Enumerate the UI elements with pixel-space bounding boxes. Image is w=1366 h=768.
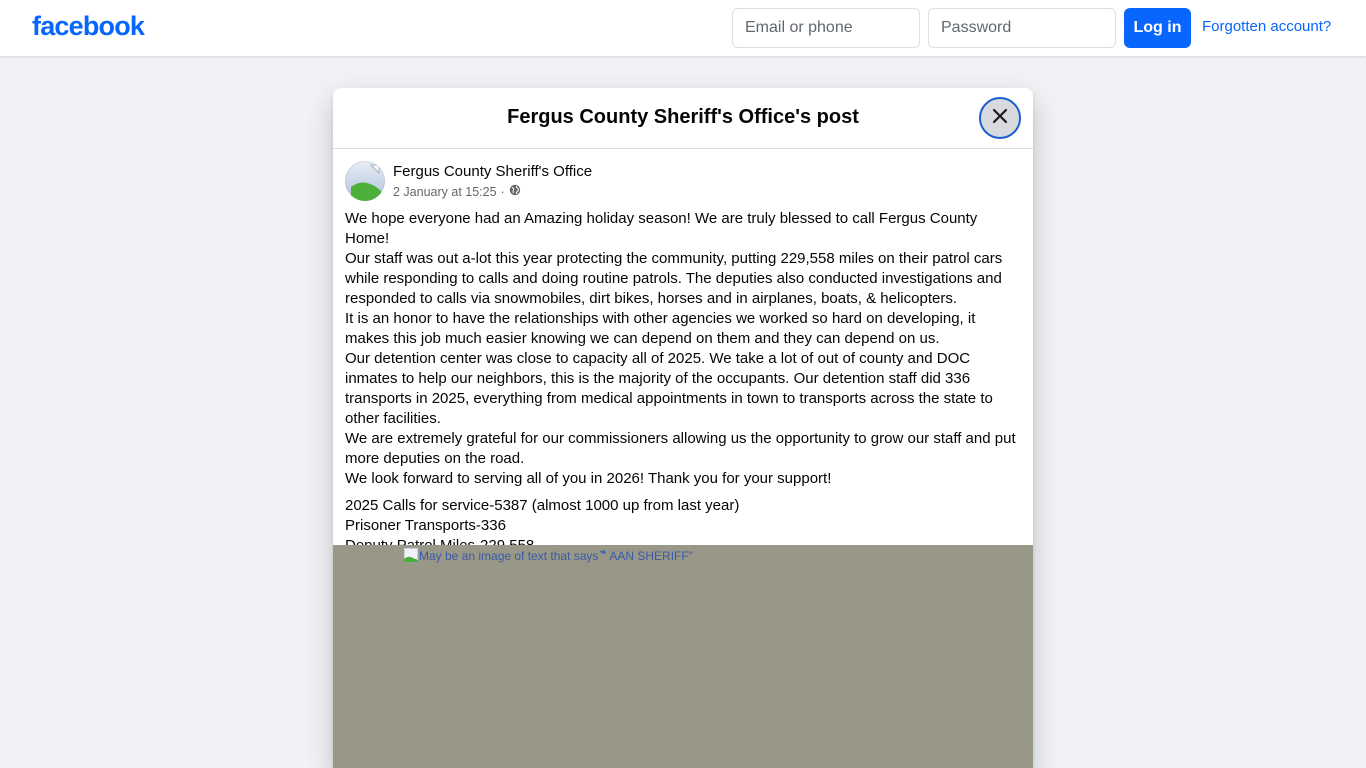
login-button[interactable]: Log in xyxy=(1124,8,1191,48)
password-input[interactable] xyxy=(928,8,1116,48)
facebook-logo[interactable]: facebook xyxy=(32,11,145,41)
post-message xyxy=(345,209,1021,489)
post-paragraph: We look forward to serving all of you in 2026! Thank you for your support! xyxy=(345,470,832,487)
post-dialog xyxy=(333,88,1033,768)
post-body xyxy=(333,201,1033,556)
close-button[interactable] xyxy=(979,97,1021,139)
post-paragraph: Our staff was out a-lot this year protecting the community, putting 229,558 miles on their patrol cars while responding to calls and doing routine patrols. The deputies also conducted investigations and responded to calls via snowmobiles, dirt bikes, horses and in airplanes, boats, & helicopters. xyxy=(345,250,1003,307)
close-icon xyxy=(990,106,1010,131)
author-name[interactable]: Fergus County Sheriff's Office xyxy=(393,163,593,180)
meta-separator: · xyxy=(500,184,505,199)
forgotten-account-link[interactable]: Forgotten account? xyxy=(1202,18,1332,35)
email-input[interactable] xyxy=(732,8,920,48)
post-timestamp[interactable]: 2 January at 15:25 xyxy=(393,184,497,199)
post-paragraph: We hope everyone had an Amazing holiday season! We are truly blessed to call Fergus County Home! xyxy=(345,210,978,247)
post-meta xyxy=(393,184,521,199)
post-paragraph: It is an honor to have the relationships with other agencies we worked so hard on developing, it makes this job much easier knowing we can depend on them and they can depend on us. xyxy=(345,310,976,347)
image-alt-text: May be an image of text that says "ี AAN SHERIFF" xyxy=(419,549,693,563)
post-image[interactable] xyxy=(333,545,1033,768)
stat-line: Prisoner Transports-336 xyxy=(345,517,506,534)
top-navigation-bar xyxy=(0,0,1366,56)
image-alt-text-container xyxy=(403,547,693,566)
post-paragraph: We are extremely grateful for our commissioners allowing us the opportunity to grow our staff and put more deputies on the road. xyxy=(345,430,1016,467)
globe-icon xyxy=(509,184,521,199)
post-header xyxy=(333,149,1033,201)
avatar[interactable] xyxy=(345,161,385,201)
stat-line: 2025 Calls for service-5387 (almost 1000 up from last year) xyxy=(345,497,740,514)
dialog-header xyxy=(333,88,1033,149)
post-paragraph: Our detention center was close to capacity all of 2025. We take a lot of out of county and DOC inmates to help our neighbors, this is the majority of the occupants. Our detention staff did 336 transports in 2025, everything from medical appointments in town to transports across the state to other facilities. xyxy=(345,350,993,427)
dialog-title: Fergus County Sheriff's Office's post xyxy=(507,106,859,128)
broken-image-icon xyxy=(403,547,419,566)
